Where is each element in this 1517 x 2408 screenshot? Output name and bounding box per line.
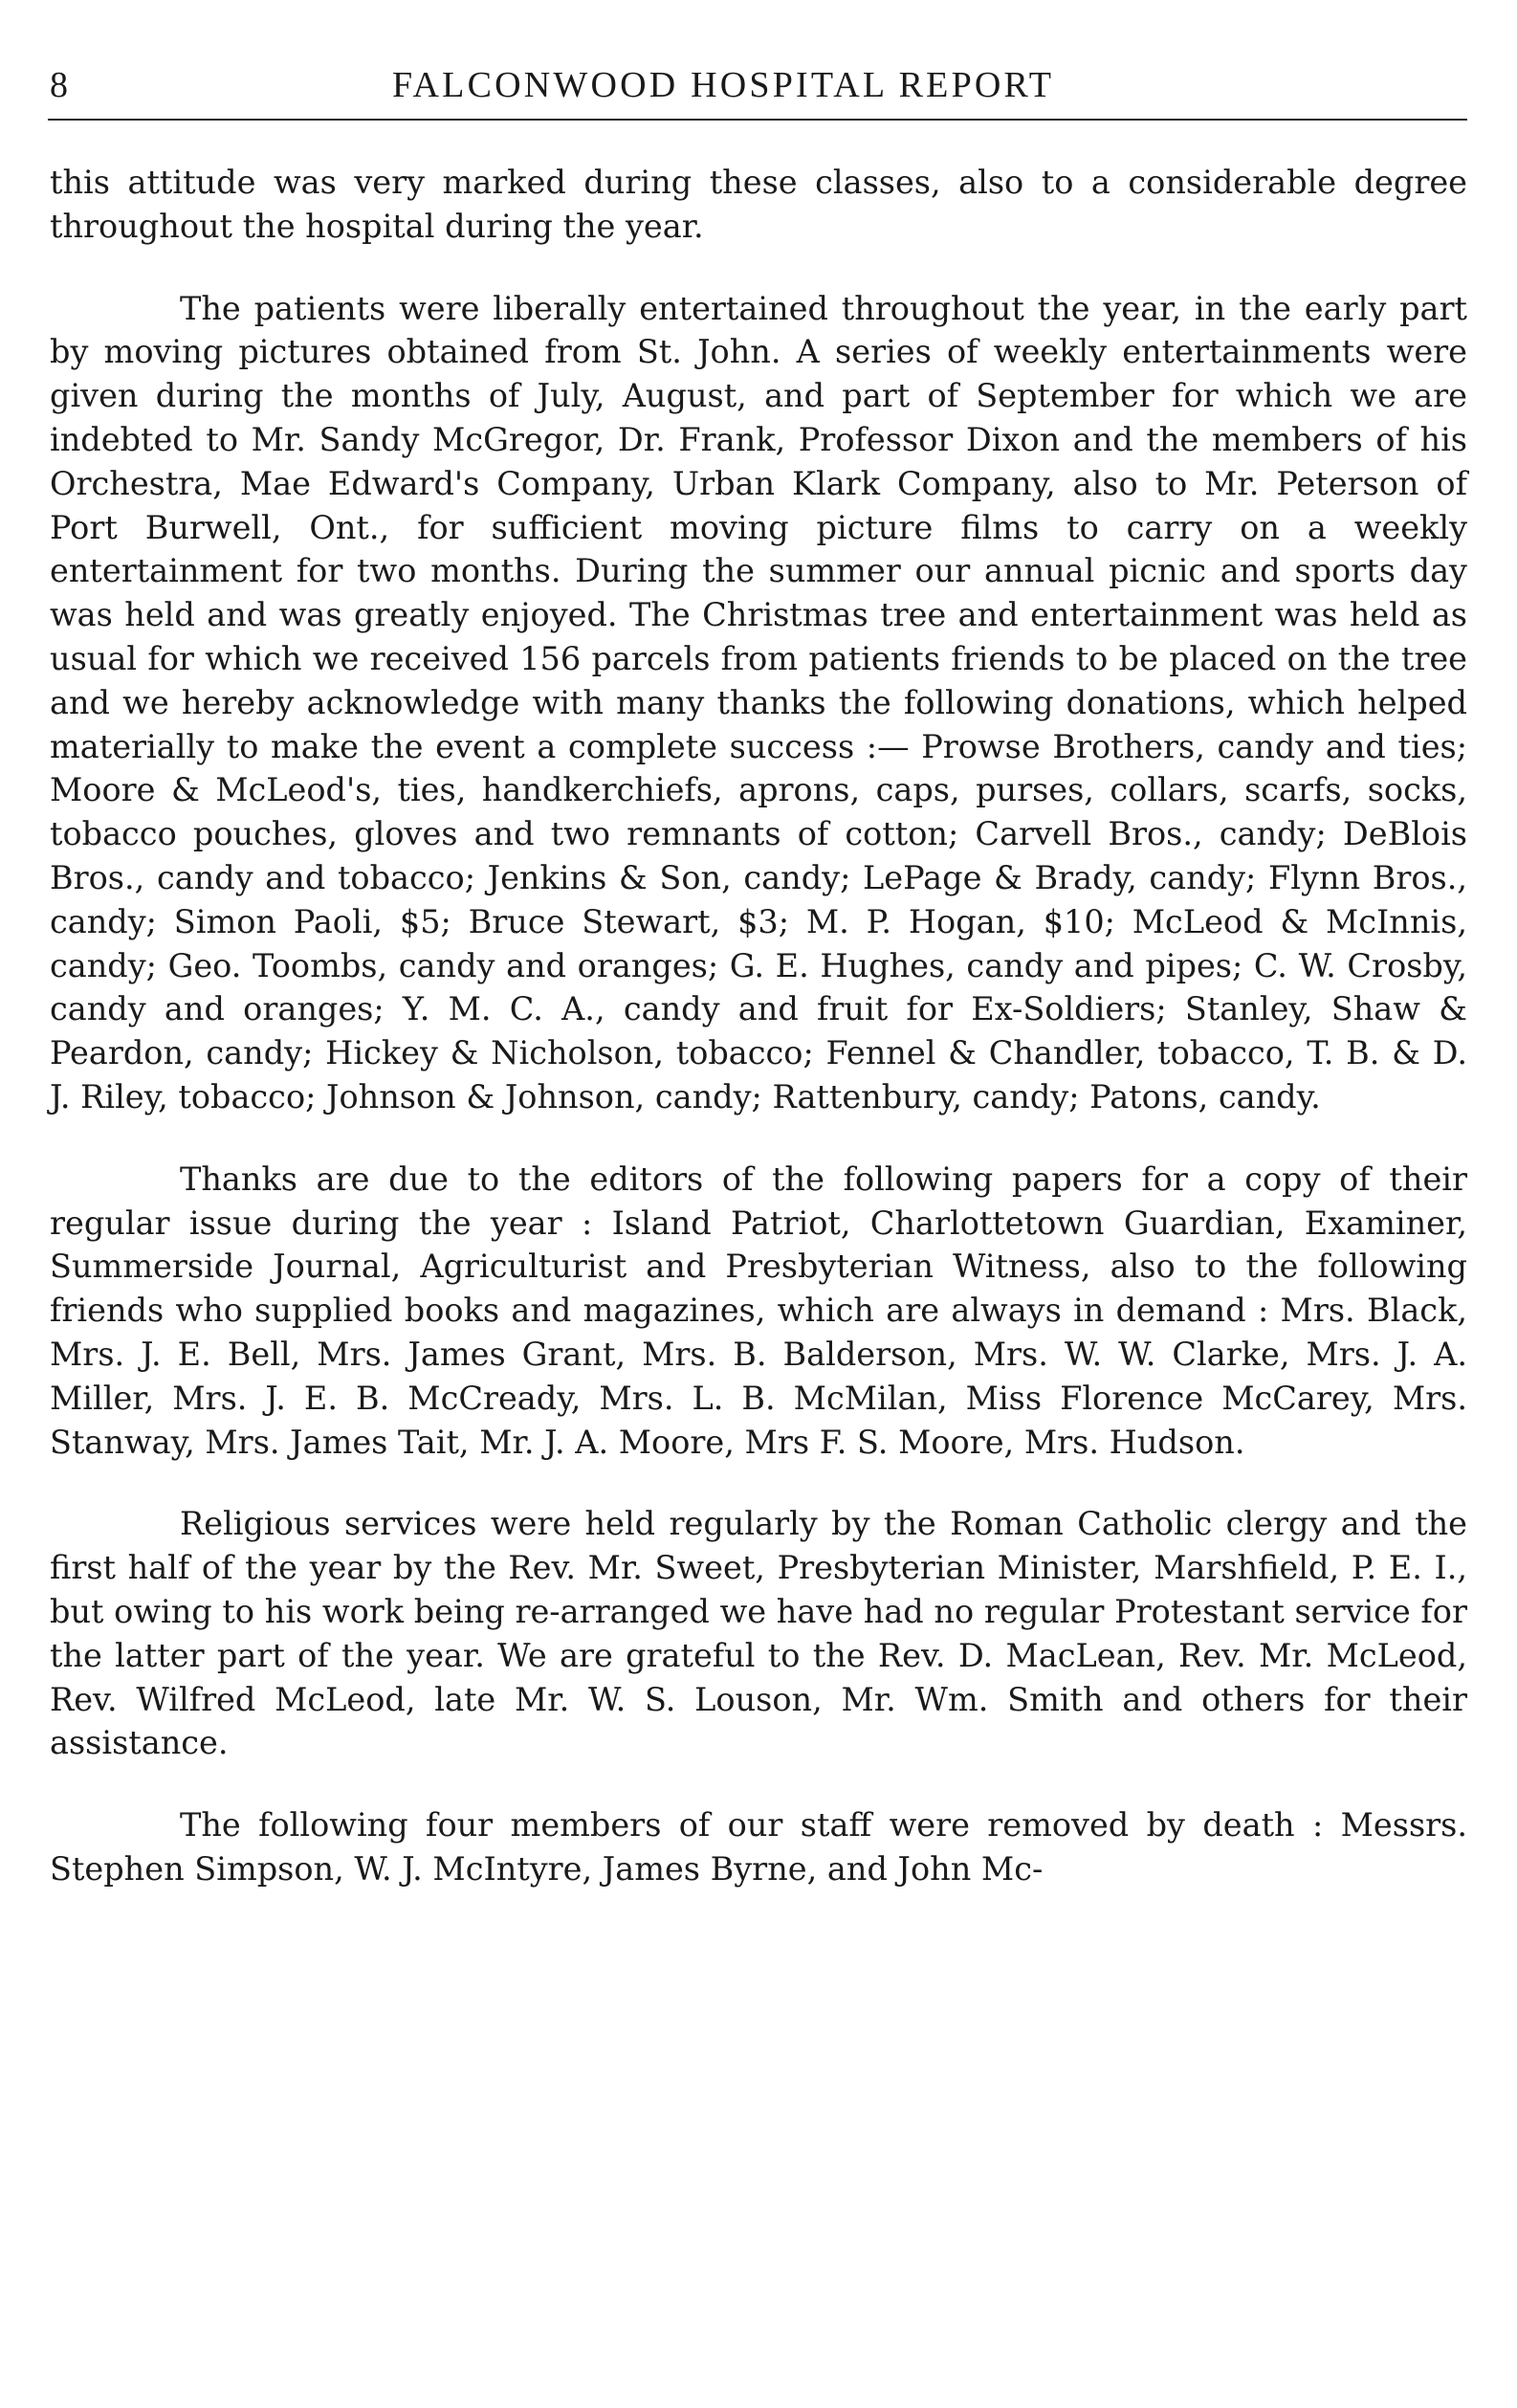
body-text (50, 161, 1467, 1930)
running-title: FALCONWOOD HOSPITAL REPORT (392, 65, 1055, 105)
page-header (50, 55, 1465, 115)
paragraph-staff-deaths: The following four members of our staff were removed by death : Messrs. Stephen Simpson, W. J. McIntyre, James Byrne, and John Mc- (50, 1806, 1467, 1888)
paragraph-entertainment: The patients were liberally entertained throughout the year, in the early part by moving pictures obtained from St. John. A series of weekly entertainments were given during the months of July, August, and part of September for which we are indebted to Mr. Sandy McGregor, Dr. Frank, Professor Dixon and the members of his Orchestra, Mae Edward's Company, Urban Klark Company, also to Mr. Peterson of Port Burwell, Ont., for sufficient moving picture films to carry on a weekly entertainment for two months. During the summer our annual picnic and sports day was held and was greatly enjoyed. The Christmas tree and entertainment was held as usual for which we received 156 parcels from patients friends to be placed on the tree and we hereby acknowledge with many thanks the following donations, which helped materially to make the event a complete success :— Prowse Brothers, candy and ties; Moore & McLeod's, ties, handkerchiefs, aprons, caps, purses, collars, scarfs, socks, tobacco pouches, gloves and two remnants of cotton; Carvell Bros., candy; DeBlois Bros., candy and tobacco; Jenkins & Son, candy; LePage & Brady, candy; Flynn Bros., candy; Simon Paoli, $5; Bruce Stewart, $3; M. P. Hogan, $10; McLeod & McInnis, candy; Geo. Toombs, candy and oranges; G. E. Hughes, candy and pipes; C. W. Crosby, candy and oranges; Y. M. C. A., candy and fruit for Ex-Soldiers; Stanley, Shaw & Peardon, candy; Hickey & Nicholson, tobacco; Fennel & Chandler, tobacco, T. B. & D. J. Riley, tobacco; Johnson & Johnson, candy; Rattenbury, candy; Patons, candy. (50, 289, 1467, 1116)
page-number: 8 (50, 65, 69, 105)
paragraph-continuation: this attitude was very marked during these classes, also to a considerable degree throughout the hospital during the year. (50, 164, 1467, 245)
paragraph-religious-services: Religious services were held regularly by the Roman Catholic clergy and the first half of the year by the Rev. Mr. Sweet, Presbyterian Minister, Marshfield, P. E. I., but owing to his work being re-arranged we have had no regular Protestant service for the latter part of the year. We are grateful to the Rev. D. MacLean, Rev. Mr. McLeod, Rev. Wilfred McLeod, late Mr. W. S. Louson, Mr. Wm. Smith and others for their assistance. (50, 1505, 1467, 1762)
header-rule (48, 119, 1467, 121)
paragraph-papers-thanks: Thanks are due to the editors of the following papers for a copy of their regular issue during the year : Island Patriot, Charlottetown Guardian, Examiner, Summerside Journal, Agriculturist and Presbyterian Witness, also to the following friends who supplied books and magazines, which are always in demand : Mrs. Black, Mrs. J. E. Bell, Mrs. James Grant, Mrs. B. Balderson, Mrs. W. W. Clarke, Mrs. J. A. Miller, Mrs. J. E. B. McCready, Mrs. L. B. McMilan, Miss Florence McCarey, Mrs. Stanway, Mrs. James Tait, Mr. J. A. Moore, Mrs F. S. Moore, Mrs. Hudson. (50, 1160, 1467, 1461)
